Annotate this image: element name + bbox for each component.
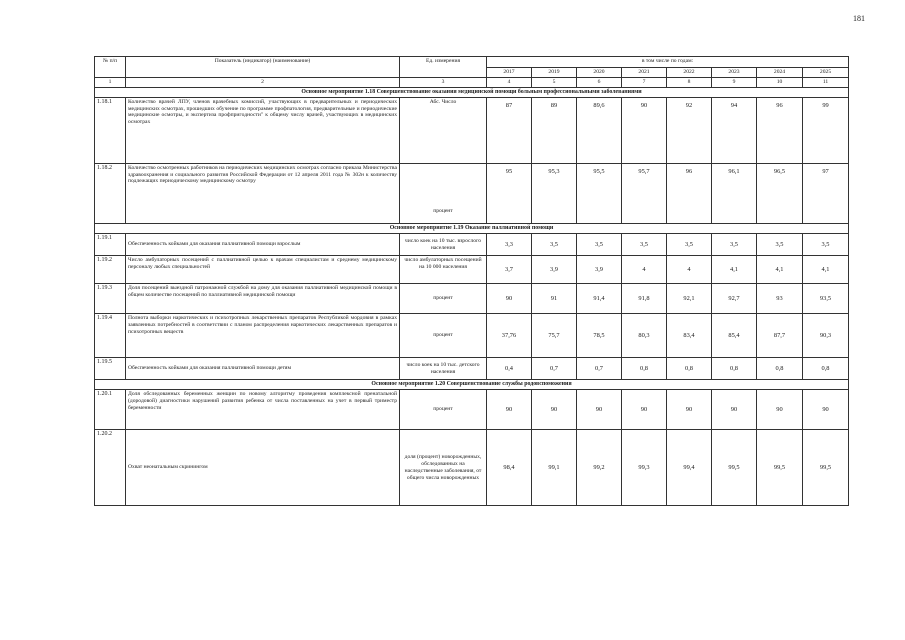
row-id: 1.19.1 bbox=[95, 234, 126, 256]
row-value: 96,1 bbox=[712, 163, 757, 223]
row-value: 0,8 bbox=[622, 358, 667, 380]
table-row bbox=[95, 284, 849, 314]
header-indicator: Показатель (индикатор) (наименование) bbox=[126, 57, 400, 78]
row-value: 3,5 bbox=[757, 234, 803, 256]
table-row bbox=[95, 234, 849, 256]
row-value: 3,9 bbox=[532, 256, 577, 284]
row-value: 99,1 bbox=[532, 430, 577, 506]
row-value: 90 bbox=[487, 390, 532, 430]
row-value: 92 bbox=[667, 97, 712, 163]
row-value: 92,1 bbox=[667, 284, 712, 314]
row-id: 1.20.1 bbox=[95, 390, 126, 430]
row-value: 4,1 bbox=[712, 256, 757, 284]
row-value: 90 bbox=[577, 390, 622, 430]
row-indicator: Количество осмотренных работников на периодических медицинских осмотрах согласно приказа Министерства здравоохранения и социального развития Российской Федерации от 12 апреля 2011 года № 302н к количеству подлежащих периодическому медицинскому осмотру bbox=[126, 163, 400, 223]
row-value: 0,8 bbox=[803, 358, 849, 380]
table-row bbox=[95, 314, 849, 358]
row-value: 94 bbox=[712, 97, 757, 163]
row-indicator: Полнота выборки наркотических и психотропных лекарственных препаратов Республикой мордовия в рамках заявленных потребностей в соответствии с планом распределения наркотических лекарственных препаратов и психотропных веществ bbox=[126, 314, 400, 358]
row-value: 91,4 bbox=[577, 284, 622, 314]
row-value: 3,5 bbox=[712, 234, 757, 256]
column-number: 1 bbox=[95, 77, 126, 87]
table-row bbox=[95, 97, 849, 163]
table-row bbox=[95, 390, 849, 430]
header-year: 2017 bbox=[487, 68, 532, 78]
row-value: 0,8 bbox=[712, 358, 757, 380]
row-id: 1.19.5 bbox=[95, 358, 126, 380]
row-unit: число амбулаторных посещений на 10 000 населения bbox=[400, 256, 487, 284]
row-id: 1.19.4 bbox=[95, 314, 126, 358]
table-row bbox=[95, 430, 849, 506]
section-title: Основное мероприятие 1.19 Оказание паллиативной помощи bbox=[95, 223, 849, 233]
header-year: 2019 bbox=[532, 68, 577, 78]
row-value: 90 bbox=[712, 390, 757, 430]
indicators-table bbox=[94, 56, 849, 506]
row-indicator: Обеспеченность койками для оказания паллиативной помощи взрослым bbox=[126, 234, 400, 256]
row-value: 90,3 bbox=[803, 314, 849, 358]
row-value: 0,7 bbox=[532, 358, 577, 380]
row-value: 3,5 bbox=[622, 234, 667, 256]
header-year: 2021 bbox=[622, 68, 667, 78]
header-year: 2022 bbox=[667, 68, 712, 78]
row-value: 95,7 bbox=[622, 163, 667, 223]
row-value: 99,5 bbox=[757, 430, 803, 506]
row-id: 1.18.2 bbox=[95, 163, 126, 223]
row-id: 1.19.2 bbox=[95, 256, 126, 284]
row-value: 99,4 bbox=[667, 430, 712, 506]
row-value: 99,5 bbox=[803, 430, 849, 506]
row-value: 3,5 bbox=[532, 234, 577, 256]
column-number: 7 bbox=[622, 77, 667, 87]
row-value: 90 bbox=[622, 97, 667, 163]
row-value: 3,5 bbox=[577, 234, 622, 256]
row-value: 4 bbox=[667, 256, 712, 284]
row-indicator: Обеспеченность койками для оказания паллиативной помощи детям bbox=[126, 358, 400, 380]
row-value: 0,7 bbox=[577, 358, 622, 380]
row-value: 98,4 bbox=[487, 430, 532, 506]
row-value: 95 bbox=[487, 163, 532, 223]
section-row bbox=[95, 87, 849, 97]
row-indicator: Охват неонатальным скринингом bbox=[126, 430, 400, 506]
header-year: 2025 bbox=[803, 68, 849, 78]
row-unit: доля (процент) новорожденных, обследованных на наследственные заболевания, от общего числа новорожденных bbox=[400, 430, 487, 506]
row-value: 91,8 bbox=[622, 284, 667, 314]
row-unit: процент bbox=[400, 163, 487, 223]
column-number: 11 bbox=[803, 77, 849, 87]
row-value: 3,5 bbox=[803, 234, 849, 256]
row-value: 89 bbox=[532, 97, 577, 163]
column-number: 9 bbox=[712, 77, 757, 87]
row-value: 87,7 bbox=[757, 314, 803, 358]
row-value: 97 bbox=[803, 163, 849, 223]
column-numbers-row bbox=[95, 77, 849, 87]
row-value: 75,7 bbox=[532, 314, 577, 358]
row-value: 3,9 bbox=[577, 256, 622, 284]
row-id: 1.19.3 bbox=[95, 284, 126, 314]
row-value: 95,5 bbox=[577, 163, 622, 223]
row-unit: число коек на 10 тыс. детского населения bbox=[400, 358, 487, 380]
row-indicator: Число амбулаторных посещений с паллиативной целью к врачам специалистам и среднему медицинскому персоналу любых специальностей bbox=[126, 256, 400, 284]
section-title: Основное мероприятие 1.18 Совершенствование оказания медицинской помощи больным профессиональными заболеваниями bbox=[95, 87, 849, 97]
column-number: 4 bbox=[487, 77, 532, 87]
row-value: 83,4 bbox=[667, 314, 712, 358]
row-id: 1.20.2 bbox=[95, 430, 126, 506]
row-value: 90 bbox=[667, 390, 712, 430]
header-unit: Ед. измерения bbox=[400, 57, 487, 78]
row-value: 90 bbox=[622, 390, 667, 430]
header-year: 2023 bbox=[712, 68, 757, 78]
table-row bbox=[95, 163, 849, 223]
row-value: 96 bbox=[667, 163, 712, 223]
row-value: 99 bbox=[803, 97, 849, 163]
row-value: 99,5 bbox=[712, 430, 757, 506]
row-value: 0,8 bbox=[757, 358, 803, 380]
header-row-top bbox=[95, 57, 849, 68]
header-no: № п/п bbox=[95, 57, 126, 78]
row-value: 3,7 bbox=[487, 256, 532, 284]
row-value: 90 bbox=[532, 390, 577, 430]
row-value: 91 bbox=[532, 284, 577, 314]
table-row bbox=[95, 256, 849, 284]
row-unit: число коек на 10 тыс. взрослого населения bbox=[400, 234, 487, 256]
section-row bbox=[95, 223, 849, 233]
row-unit: процент bbox=[400, 284, 487, 314]
row-id: 1.18.1 bbox=[95, 97, 126, 163]
row-value: 99,2 bbox=[577, 430, 622, 506]
row-value: 0,8 bbox=[667, 358, 712, 380]
page-number: 181 bbox=[853, 14, 865, 23]
section-row bbox=[95, 380, 849, 390]
column-number: 10 bbox=[757, 77, 803, 87]
row-value: 37,76 bbox=[487, 314, 532, 358]
header-year: 2020 bbox=[577, 68, 622, 78]
row-value: 90 bbox=[487, 284, 532, 314]
section-title: Основное мероприятие 1.20 Совершенствование службы родовспоможения bbox=[95, 380, 849, 390]
row-unit: Абс. Число bbox=[400, 97, 487, 163]
column-number: 3 bbox=[400, 77, 487, 87]
row-value: 3,3 bbox=[487, 234, 532, 256]
row-value: 96 bbox=[757, 97, 803, 163]
row-value: 95,3 bbox=[532, 163, 577, 223]
row-value: 80,3 bbox=[622, 314, 667, 358]
column-number: 8 bbox=[667, 77, 712, 87]
row-value: 93 bbox=[757, 284, 803, 314]
row-value: 93,5 bbox=[803, 284, 849, 314]
table-row bbox=[95, 358, 849, 380]
row-value: 78,5 bbox=[577, 314, 622, 358]
row-unit: процент bbox=[400, 390, 487, 430]
row-indicator: Количество врачей ЛПУ, членов врачебных комиссий, участвующих в предварительных и периодических медицинских осмотрах, прошедших обучение по программе профпатология, предварительные и периодические медицинские осмотры, и экспертиза профпригодности" к общему числу врачей, участвующих в медицинских осмотрах bbox=[126, 97, 400, 163]
row-value: 96,5 bbox=[757, 163, 803, 223]
row-value: 85,4 bbox=[712, 314, 757, 358]
row-indicator: Доля обследованных беременных женщин по новому алгоритму проведения комплексной пренатальной (дородовой) диагностики нарушений развития ребенка от числа поставленных на учет в первый триместр беременности bbox=[126, 390, 400, 430]
row-value: 87 bbox=[487, 97, 532, 163]
row-value: 90 bbox=[803, 390, 849, 430]
column-number: 5 bbox=[532, 77, 577, 87]
row-value: 92,7 bbox=[712, 284, 757, 314]
row-value: 4,1 bbox=[757, 256, 803, 284]
row-value: 4,1 bbox=[803, 256, 849, 284]
row-unit: процент bbox=[400, 314, 487, 358]
header-years-group: в том числе по годам: bbox=[487, 57, 849, 68]
row-value: 89,6 bbox=[577, 97, 622, 163]
row-value: 4 bbox=[622, 256, 667, 284]
column-number: 2 bbox=[126, 77, 400, 87]
row-value: 0,4 bbox=[487, 358, 532, 380]
row-value: 3,5 bbox=[667, 234, 712, 256]
row-indicator: Доля посещений выездной патронажной службой на дому для оказания паллиативной медицинской помощи в общем количестве посещений по паллиативной медицинской помощи bbox=[126, 284, 400, 314]
row-value: 90 bbox=[757, 390, 803, 430]
column-number: 6 bbox=[577, 77, 622, 87]
row-value: 99,3 bbox=[622, 430, 667, 506]
header-year: 2024 bbox=[757, 68, 803, 78]
